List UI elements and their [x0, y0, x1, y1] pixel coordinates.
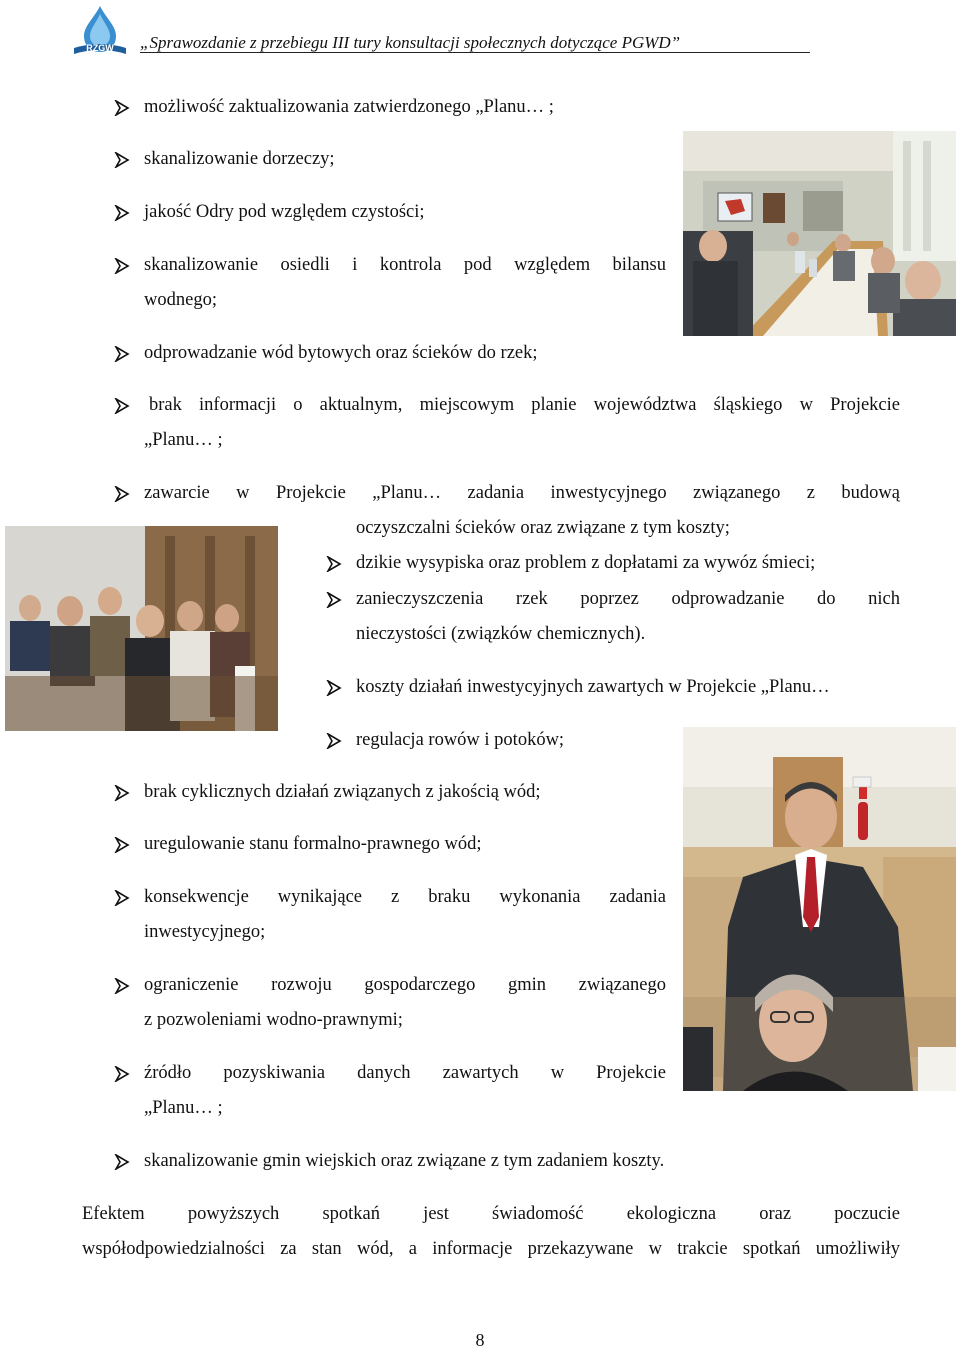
list-item-text: koszty działań inwestycyjnych zawartych w Projekcie „Planu…: [356, 677, 830, 697]
arrow-bullet-icon: [326, 733, 342, 749]
rzgw-logo: [68, 4, 132, 60]
list-item: [326, 723, 666, 758]
page-number: 8: [475, 1330, 485, 1350]
list-item: [114, 1144, 900, 1179]
list-item: [114, 388, 900, 458]
list-item-text-cont: nieczystości (związków chemicznych).: [356, 624, 646, 644]
speaker-photo: [683, 727, 956, 1091]
arrow-bullet-icon: [114, 258, 130, 274]
list-item-text: skanalizowanie gmin wiejskich oraz związane z tym zadaniem koszty.: [144, 1151, 665, 1171]
list-item: [114, 775, 674, 810]
header-rule: [140, 52, 810, 53]
logo-text: RZGW: [86, 43, 114, 53]
list-item-text: zanieczyszczenia rzek poprzez odprowadzanie do nich: [356, 589, 900, 609]
list-item-text: regulacja rowów i potoków;: [356, 730, 565, 750]
list-item-text: brak informacji o aktualnym, miejscowym planie województwa śląskiego w Projekcie: [149, 395, 900, 415]
arrow-bullet-icon: [114, 1066, 130, 1082]
list-item-text: brak cyklicznych działań związanych z jakością wód;: [144, 782, 541, 802]
list-item-text: źródło pozyskiwania danych zawartych w Projekcie: [144, 1063, 666, 1083]
list-item: [326, 670, 900, 705]
arrow-bullet-icon: [114, 100, 130, 116]
arrow-bullet-icon: [326, 592, 342, 608]
list-item: [326, 582, 900, 652]
list-item-text-cont: oczyszczalni ścieków oraz związane z tym koszty;: [356, 518, 730, 538]
list-item: [114, 968, 666, 1038]
list-item-text-cont: z pozwoleniami wodno-prawnymi;: [144, 1010, 403, 1030]
list-item-text: odprowadzanie wód bytowych oraz ścieków do rzek;: [144, 343, 538, 363]
list-item-text: skanalizowanie osiedli i kontrola pod względem bilansu: [144, 255, 666, 275]
list-item: [114, 142, 674, 177]
list-item: [114, 90, 674, 125]
list-item-text: konsekwencje wynikające z braku wykonania zadania: [144, 887, 666, 907]
arrow-bullet-icon: [114, 486, 130, 502]
list-item-text: skanalizowanie dorzeczy;: [144, 149, 335, 169]
paragraph-line: współodpowiedzialności za stan wód, a informacje przekazywane w trakcie spotkań umożliwiły: [82, 1239, 900, 1259]
audience-photo: [5, 526, 278, 731]
list-item-text-cont: inwestycyjnego;: [144, 922, 266, 942]
list-item: [114, 1056, 666, 1126]
list-item: [326, 546, 900, 581]
arrow-bullet-icon: [114, 890, 130, 906]
list-item-text-cont: „Planu… ;: [144, 430, 223, 450]
list-item-text-cont: „Planu… ;: [144, 1098, 223, 1118]
list-item-text: możliwość zaktualizowania zatwierdzonego „Planu… ;: [144, 97, 554, 117]
arrow-bullet-icon: [114, 978, 130, 994]
list-item-text: jakość Odry pod względem czystości;: [144, 202, 425, 222]
arrow-bullet-icon: [114, 837, 130, 853]
meeting-room-photo: [683, 131, 956, 336]
list-item: [114, 248, 666, 318]
list-item: [114, 827, 674, 862]
arrow-bullet-icon: [114, 1154, 130, 1170]
header-title: „Sprawozdanie z przebiegu III tury konsultacji społecznych dotyczące PGWD”: [140, 33, 681, 52]
arrow-bullet-icon: [114, 785, 130, 801]
list-item-text-cont: wodnego;: [144, 290, 217, 310]
closing-paragraph: [82, 1197, 900, 1267]
list-item-text: zawarcie w Projekcie „Planu… zadania inwestycyjnego związanego z budową: [144, 483, 900, 503]
arrow-bullet-icon: [114, 398, 130, 414]
list-item-text: ograniczenie rozwoju gospodarczego gmin związanego: [144, 975, 666, 995]
list-item: [114, 195, 674, 230]
arrow-bullet-icon: [326, 680, 342, 696]
list-item-text: uregulowanie stanu formalno-prawnego wód;: [144, 834, 482, 854]
paragraph-line: Efektem powyższych spotkań jest świadomość ekologiczna oraz poczucie: [82, 1204, 900, 1224]
list-item: [114, 336, 674, 371]
arrow-bullet-icon: [114, 152, 130, 168]
list-item-text: dzikie wysypiska oraz problem z dopłatami za wywóz śmieci;: [356, 553, 816, 573]
arrow-bullet-icon: [114, 205, 130, 221]
arrow-bullet-icon: [114, 346, 130, 362]
arrow-bullet-icon: [326, 556, 342, 572]
list-item: [114, 880, 666, 950]
